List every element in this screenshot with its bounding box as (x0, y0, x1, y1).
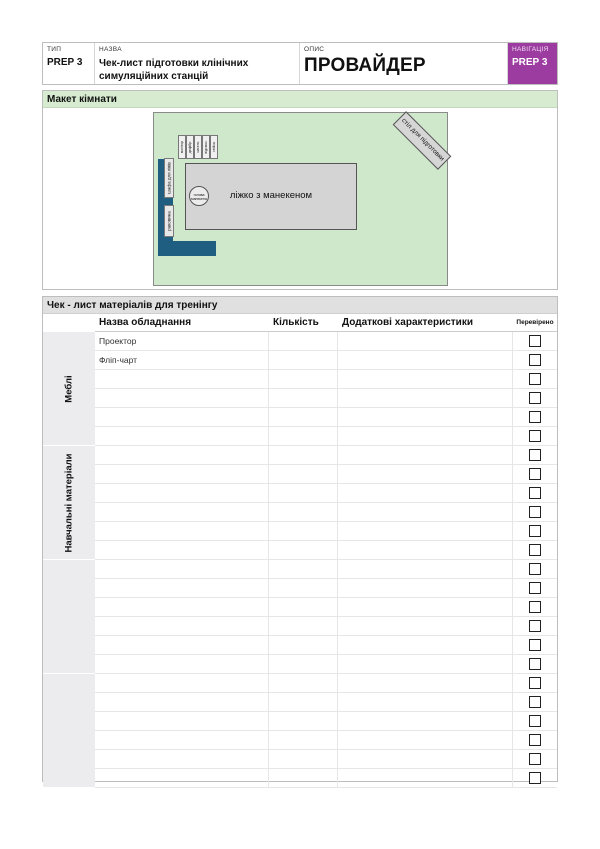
checked-checkbox[interactable] (529, 392, 541, 404)
small-equipment-4-label: відсмок. (204, 140, 208, 154)
extra-characteristics-cell[interactable] (338, 503, 513, 522)
equipment-name-cell[interactable] (95, 636, 269, 655)
extra-characteristics-cell[interactable] (338, 674, 513, 693)
type-cell (43, 43, 95, 84)
group-label-cell (43, 560, 95, 674)
equipment-name-cell[interactable] (95, 503, 269, 522)
name-cell (95, 43, 300, 84)
extra-characteristics-cell[interactable] (338, 484, 513, 503)
description-label: ОПИС (304, 46, 325, 53)
checked-checkbox[interactable] (529, 620, 541, 632)
equipment-name-cell[interactable] (95, 731, 269, 750)
equipment-name-cell[interactable] (95, 712, 269, 731)
equipment-name-cell[interactable] (95, 674, 269, 693)
checked-checkbox[interactable] (529, 696, 541, 708)
group-label-cell (43, 446, 95, 560)
quantity-cell[interactable] (269, 332, 338, 351)
table-row (95, 712, 557, 731)
checked-checkbox[interactable] (529, 525, 541, 537)
quantity-cell[interactable] (269, 427, 338, 446)
group-label: Меблі (63, 374, 75, 403)
extra-characteristics-cell[interactable] (338, 370, 513, 389)
quantity-cell[interactable] (269, 389, 338, 408)
quantity-cell[interactable] (269, 674, 338, 693)
checked-checkbox[interactable] (529, 658, 541, 670)
equipment-name-cell[interactable] (95, 598, 269, 617)
table-row (95, 693, 557, 712)
equipment-name-cell[interactable] (95, 617, 269, 636)
small-equipment-5 (210, 135, 218, 159)
extra-characteristics-cell[interactable] (338, 465, 513, 484)
description-cell (300, 43, 508, 84)
checked-checkbox[interactable] (529, 487, 541, 499)
table-row (95, 503, 557, 522)
quantity-cell[interactable] (269, 693, 338, 712)
table-row (95, 598, 557, 617)
quantity-cell[interactable] (269, 636, 338, 655)
extra-characteristics-cell[interactable] (338, 598, 513, 617)
equipment-name-cell[interactable] (95, 750, 269, 769)
extra-characteristics-cell[interactable] (338, 636, 513, 655)
quantity-cell[interactable] (269, 579, 338, 598)
group-label-cell (43, 332, 95, 446)
checked-checkbox[interactable] (529, 411, 541, 423)
column-header-name: Назва обладнання (95, 314, 269, 332)
equipment-name-cell[interactable] (95, 579, 269, 598)
quantity-cell[interactable] (269, 560, 338, 579)
quantity-cell[interactable] (269, 598, 338, 617)
quantity-cell[interactable] (269, 465, 338, 484)
group-label: Навчальні матеріали (63, 452, 75, 553)
extra-characteristics-cell[interactable] (338, 541, 513, 560)
extra-characteristics-cell[interactable] (338, 389, 513, 408)
quantity-cell[interactable] (269, 655, 338, 674)
table-row (95, 370, 557, 389)
extra-characteristics-cell[interactable] (338, 408, 513, 427)
table-row (95, 408, 557, 427)
table-row (95, 750, 557, 769)
table-row (95, 731, 557, 750)
quantity-cell[interactable] (269, 484, 338, 503)
column-header-quantity: Кількість (269, 314, 338, 332)
name-label: НАЗВА (99, 46, 122, 53)
quantity-cell[interactable] (269, 712, 338, 731)
equipment-name-cell[interactable]: Проектор (95, 332, 269, 351)
table-row (95, 617, 557, 636)
equipment-name-cell[interactable] (95, 370, 269, 389)
navigation-label: НАВІГАЦІЯ (512, 46, 549, 53)
quantity-cell[interactable] (269, 408, 338, 427)
quantity-cell[interactable] (269, 522, 338, 541)
counter-horizontal (158, 241, 216, 256)
column-header-checked: Перевірено (513, 314, 557, 332)
table-row (95, 655, 557, 674)
checked-checkbox[interactable] (529, 563, 541, 575)
checked-checkbox[interactable] (529, 677, 541, 689)
description-value: ПРОВАЙДЕР (304, 55, 426, 76)
group-label-cell (43, 674, 95, 788)
quantity-cell[interactable] (269, 541, 338, 560)
table-row (95, 674, 557, 693)
quantity-cell[interactable] (269, 446, 338, 465)
checked-checkbox[interactable] (529, 335, 541, 347)
quantity-cell[interactable] (269, 370, 338, 389)
equipment-name-cell[interactable] (95, 693, 269, 712)
small-equipment-4 (202, 135, 210, 159)
checked-checkbox[interactable] (529, 734, 541, 746)
quantity-cell[interactable] (269, 617, 338, 636)
extra-characteristics-cell[interactable] (338, 332, 513, 351)
table-row (95, 351, 557, 370)
extra-characteristics-cell[interactable] (338, 750, 513, 769)
equipment-name-cell[interactable] (95, 769, 269, 788)
equipment-name-cell[interactable] (95, 522, 269, 541)
checked-checkbox[interactable] (529, 506, 541, 518)
room-layout-title: Макет кімнати (43, 91, 557, 108)
table-row (95, 332, 557, 351)
table-row (95, 541, 557, 560)
table-row (95, 579, 557, 598)
cabinet-upper-label: шафа для ліків (166, 162, 172, 194)
extra-characteristics-cell[interactable] (338, 731, 513, 750)
table-row (95, 389, 557, 408)
document-title: Чек-лист підготовки клінічних симуляційних станцій (99, 58, 249, 82)
checked-checkbox[interactable] (529, 354, 541, 366)
extra-characteristics-cell[interactable] (338, 560, 513, 579)
type-value: PREP 3 (47, 57, 83, 68)
manikin-head-label: голова манекена (191, 193, 207, 201)
room-layout-section (42, 90, 558, 290)
checked-checkbox[interactable] (529, 544, 541, 556)
checked-checkbox[interactable] (529, 715, 541, 727)
equipment-name-cell[interactable] (95, 446, 269, 465)
checked-checkbox[interactable] (529, 468, 541, 480)
checked-checkbox[interactable] (529, 753, 541, 765)
quantity-cell[interactable] (269, 351, 338, 370)
checked-checkbox[interactable] (529, 582, 541, 594)
equipment-name-cell[interactable] (95, 484, 269, 503)
small-equipment-3-label: кисень (196, 141, 200, 153)
small-equipment-2 (186, 135, 194, 159)
table-row (95, 465, 557, 484)
equipment-name-cell[interactable] (95, 560, 269, 579)
room-floor-plan (153, 112, 448, 286)
equipment-name-cell[interactable] (95, 655, 269, 674)
column-header-extra: Додаткові характеристики (338, 314, 513, 332)
small-equipment-5-label: стійка (212, 142, 216, 152)
extra-characteristics-cell[interactable] (338, 446, 513, 465)
table-row (95, 427, 557, 446)
quantity-cell[interactable] (269, 769, 338, 788)
checked-checkbox[interactable] (529, 449, 541, 461)
equipment-name-cell[interactable] (95, 465, 269, 484)
quantity-cell[interactable] (269, 503, 338, 522)
cabinet-lower-label: раковина (166, 211, 172, 231)
equipment-name-cell[interactable] (95, 541, 269, 560)
navigation-value[interactable]: PREP 3 (512, 57, 548, 68)
quantity-cell[interactable] (269, 731, 338, 750)
extra-characteristics-cell[interactable] (338, 712, 513, 731)
table-row (95, 522, 557, 541)
navigation-cell[interactable] (508, 43, 557, 84)
cabinet-upper (164, 158, 174, 198)
checked-checkbox[interactable] (529, 430, 541, 442)
small-equipment-3 (194, 135, 202, 159)
cabinet-lower (164, 205, 174, 237)
materials-checklist-section (42, 296, 558, 782)
extra-characteristics-cell[interactable] (338, 427, 513, 446)
checked-checkbox[interactable] (529, 373, 541, 385)
extra-characteristics-cell[interactable] (338, 655, 513, 674)
extra-characteristics-cell[interactable] (338, 693, 513, 712)
table-row (95, 446, 557, 465)
extra-characteristics-cell[interactable] (338, 579, 513, 598)
equipment-name-cell[interactable]: Фліп-чарт (95, 351, 269, 370)
preparation-table (393, 111, 452, 170)
table-row (95, 636, 557, 655)
checked-checkbox[interactable] (529, 639, 541, 651)
checklist-title: Чек - лист матеріалів для тренінгу (43, 297, 557, 314)
document-header (42, 42, 558, 85)
bed-with-manikin (185, 163, 357, 230)
extra-characteristics-cell[interactable] (338, 769, 513, 788)
table-row (95, 769, 557, 788)
type-label: ТИП (47, 46, 62, 53)
equipment-name-cell[interactable] (95, 389, 269, 408)
extra-characteristics-cell[interactable] (338, 522, 513, 541)
small-equipment-1 (178, 135, 186, 159)
table-row (95, 484, 557, 503)
bed-label: ліжко з манекеном (229, 190, 313, 201)
checked-checkbox[interactable] (529, 601, 541, 613)
checked-checkbox[interactable] (529, 772, 541, 784)
small-equipment-1-label: монітор (180, 140, 184, 154)
small-equipment-2-label: дефібр. (188, 140, 192, 154)
table-row (95, 560, 557, 579)
equipment-name-cell[interactable] (95, 408, 269, 427)
preparation-table-label: стіл для підготовки (400, 117, 446, 163)
quantity-cell[interactable] (269, 750, 338, 769)
equipment-name-cell[interactable] (95, 427, 269, 446)
extra-characteristics-cell[interactable] (338, 617, 513, 636)
extra-characteristics-cell[interactable] (338, 351, 513, 370)
